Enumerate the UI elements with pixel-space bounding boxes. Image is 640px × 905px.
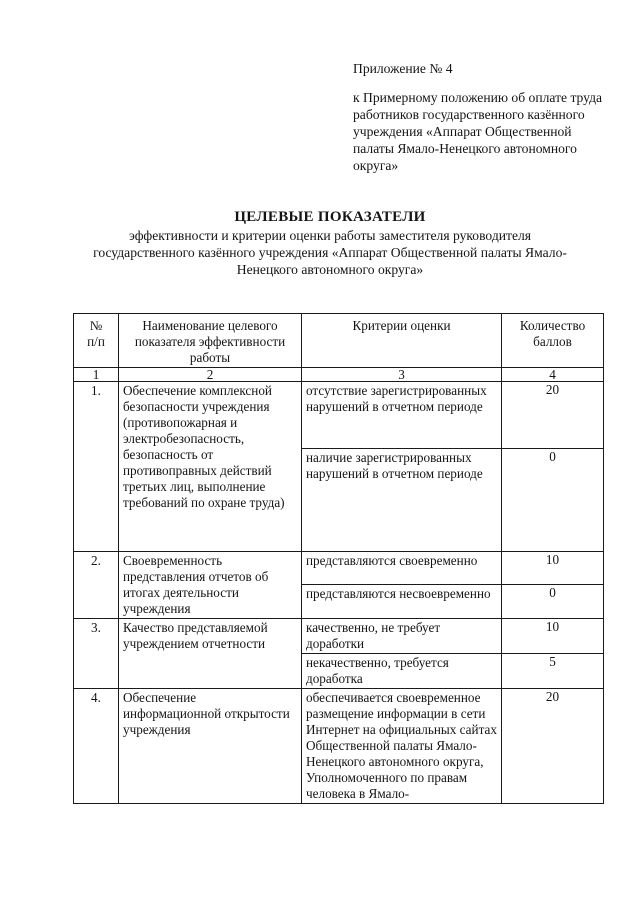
row-criterion: наличие зарегистрированных нарушений в отчетном периоде [302,449,502,552]
row-criterion: качественно, не требует доработки [302,619,502,654]
table-row [74,619,604,654]
row-name: Своевременность представления отчетов об итогах деятельности учреждения [119,552,302,619]
table-row [74,689,604,804]
document-subtitle: эффективности и критерии оценки работы заместителя руководителя государственного казённого учреждения «Аппарат Общественной палаты Ямало-Ненецкого автономного округа» [93,228,567,277]
index-cell: 3 [302,368,502,382]
appendix-block [353,60,613,174]
row-name: Обеспечение информационной открытости учреждения [119,689,302,804]
appendix-text: к Примерному положению об оплате труда работников государственного казённого учреждения «Аппарат Общественной палаты Ямало-Ненецкого автономного округа» [353,90,603,173]
row-points: 10 [502,619,604,654]
row-points: 0 [502,449,604,552]
header-name: Наименование целевого показателя эффективности работы [119,314,302,368]
row-points: 5 [502,654,604,689]
row-criterion: представляются своевременно [302,552,502,585]
row-points: 20 [502,689,604,804]
index-cell: 1 [74,368,119,382]
row-num: 4. [74,689,119,804]
row-name: Обеспечение комплексной безопасности учреждения (противопожарная и электробезопасность, безопасность от противоправных действий третьих лиц, выполнение требований по охране труда) [119,382,302,552]
document-title: ЦЕЛЕВЫЕ ПОКАЗАТЕЛИ [234,209,426,225]
header-criteria: Критерии оценки [302,314,502,368]
document-heading [90,208,570,278]
row-num: 3. [74,619,119,689]
table-index-row [74,368,604,382]
index-cell: 2 [119,368,302,382]
row-points: 0 [502,585,604,619]
appendix-title: Приложение № 4 [353,61,453,76]
kpi-table [73,313,604,804]
row-points: 10 [502,552,604,585]
table-header-row [74,314,604,368]
index-cell: 4 [502,368,604,382]
row-criterion: некачественно, требуется доработка [302,654,502,689]
row-num: 2. [74,552,119,619]
table-row [74,552,604,585]
header-points: Количество баллов [502,314,604,368]
row-name: Качество представляемой учреждением отчетности [119,619,302,689]
row-criterion: обеспечивается своевременное размещение информации в сети Интернет на официальных сайтах Общественной палаты Ямало-Ненецкого автономного округа, Уполномоченного по правам человека в Ямало- [302,689,502,804]
row-num: 1. [74,382,119,552]
table-row [74,382,604,449]
row-criterion: представляются несвоевременно [302,585,502,619]
header-num: № п/п [74,314,119,368]
row-points: 20 [502,382,604,449]
row-criterion: отсутствие зарегистрированных нарушений в отчетном периоде [302,382,502,449]
